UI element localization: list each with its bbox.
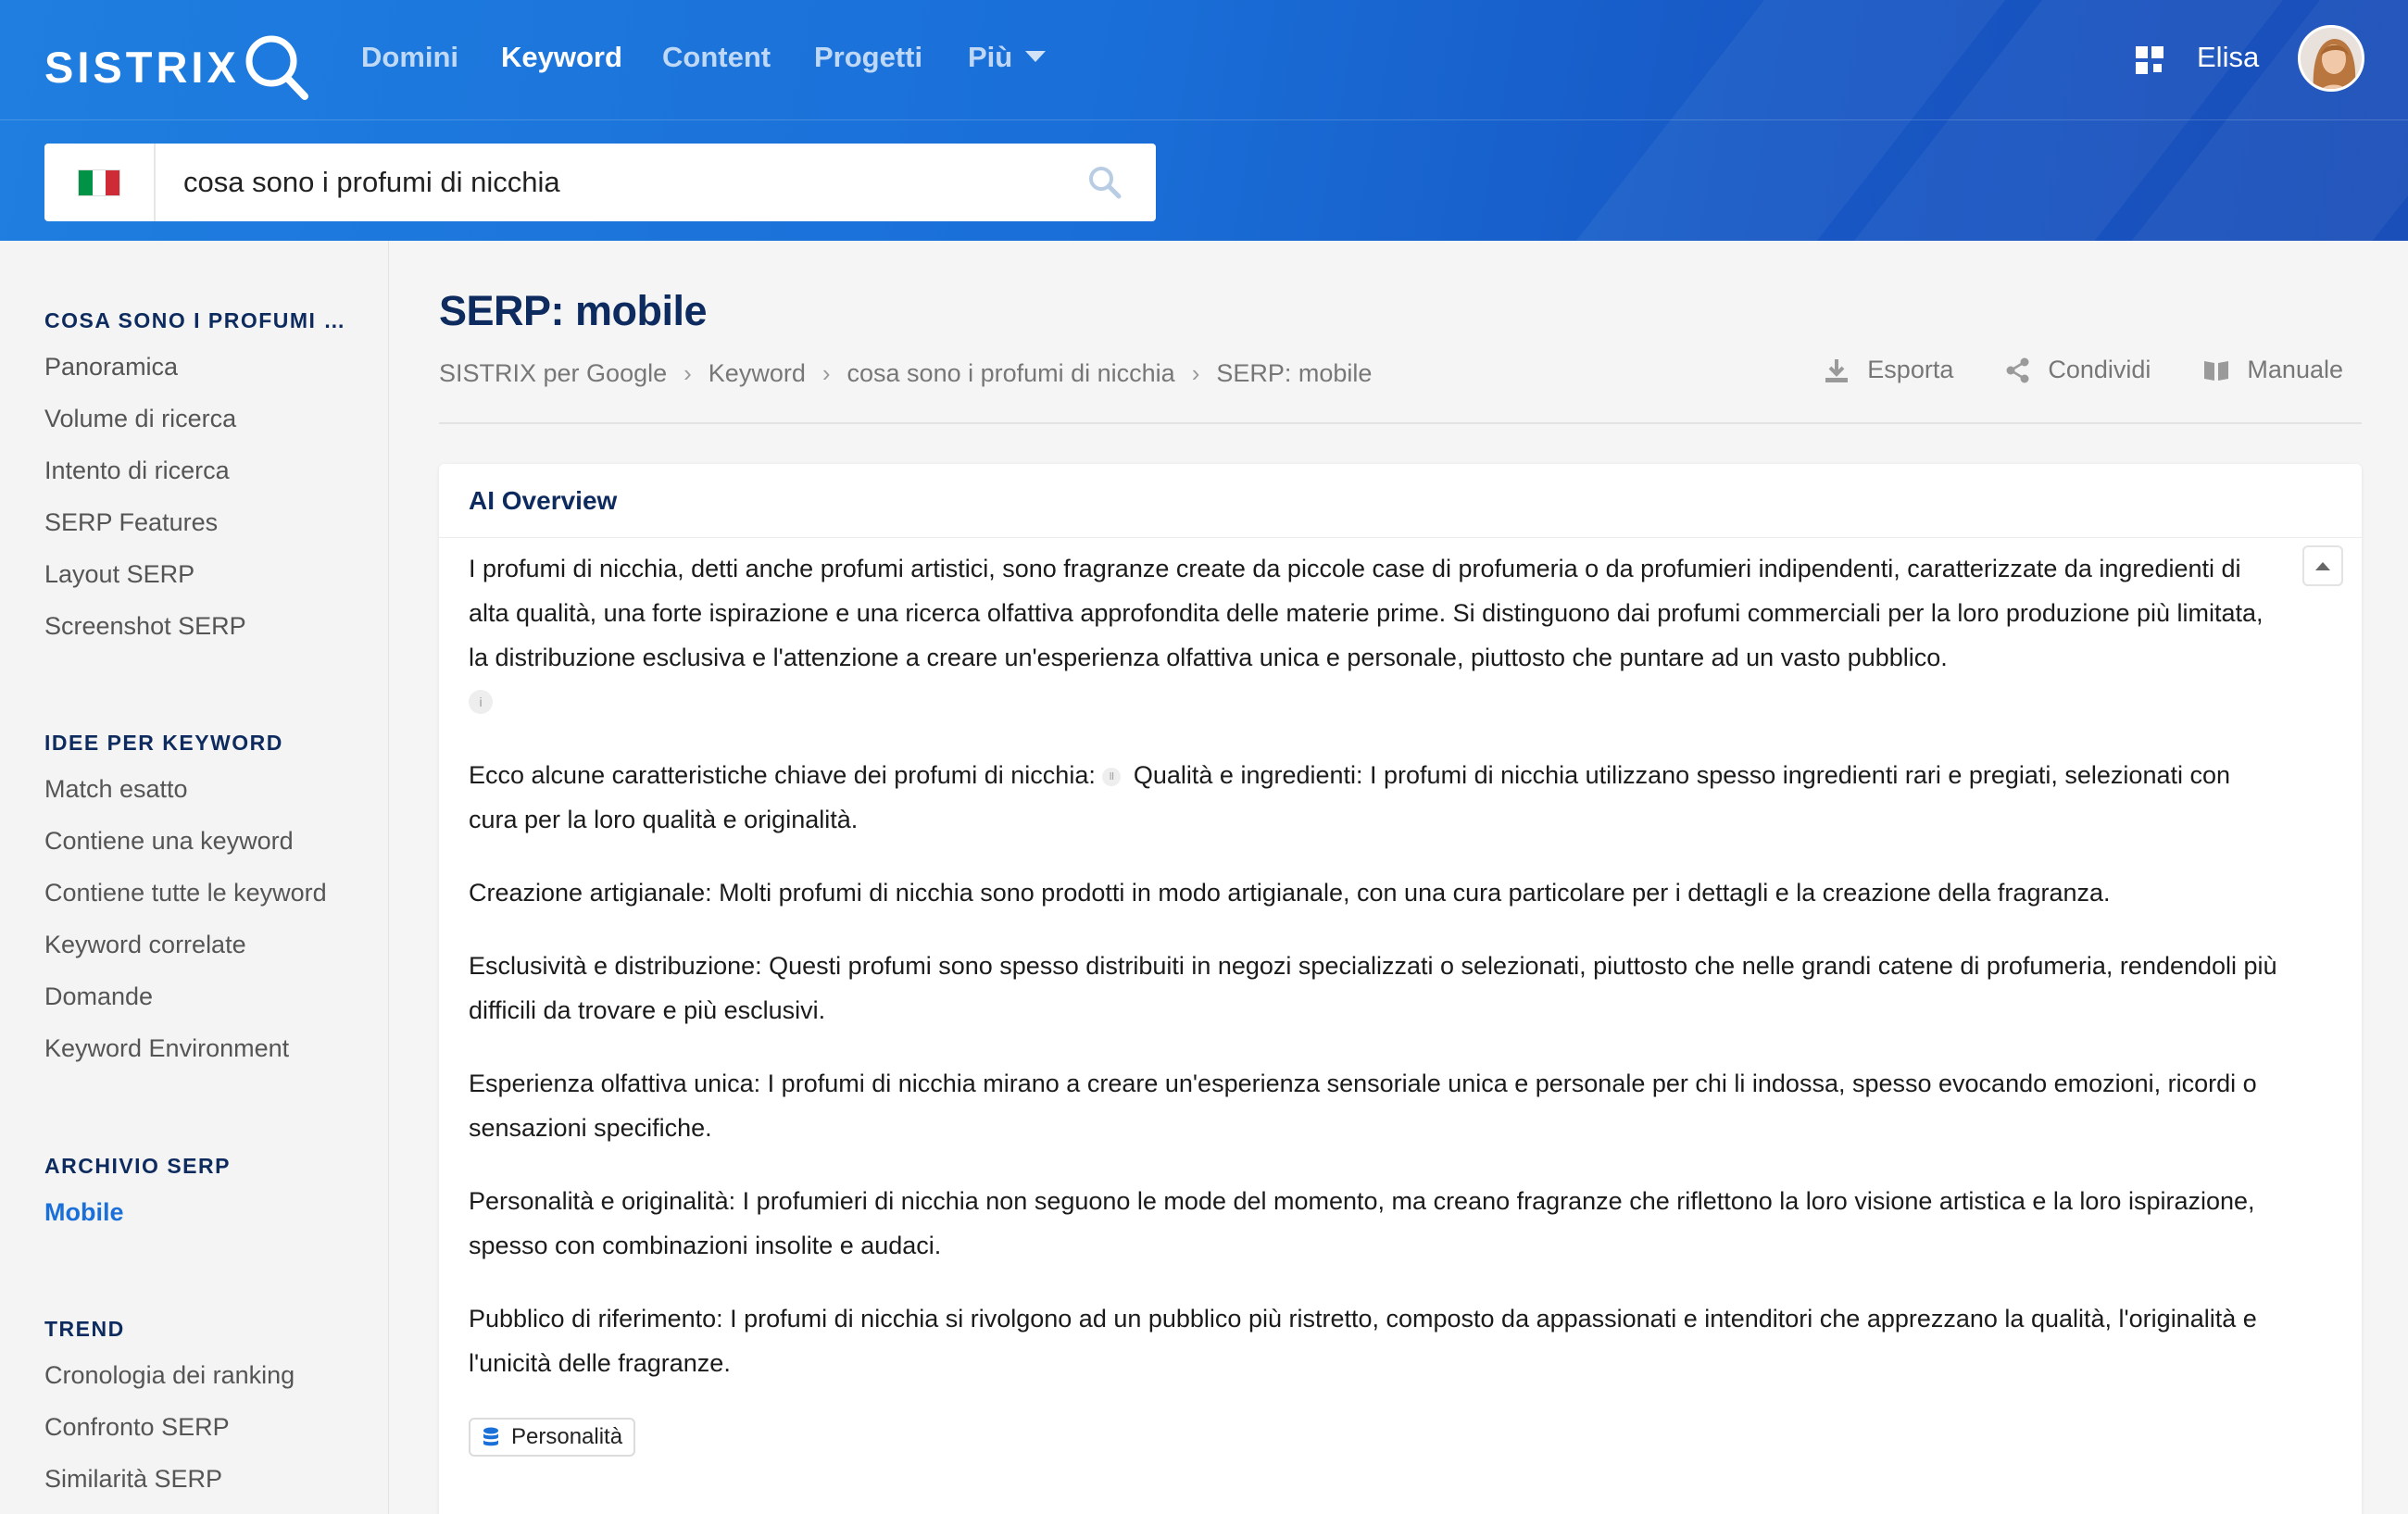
ai-overview-point: Esclusività e distribuzione: Questi profumi sono spesso distribuiti in negozi specializzati o selezionati, piuttosto che nelle grandi catene di profumeria, rendendoli più difficili da trovare e più esclusivi. — [469, 952, 2277, 1024]
avatar[interactable] — [2298, 25, 2364, 92]
sidebar-section-title: ARCHIVIO SERP — [44, 1154, 231, 1178]
breadcrumb-item[interactable]: SISTRIX per Google — [439, 359, 668, 387]
nav-content[interactable]: Content — [662, 41, 771, 73]
export-label: Esporta — [1867, 356, 1954, 383]
chevron-up-icon — [2315, 562, 2330, 570]
keyword-search-bar — [44, 144, 1156, 221]
breadcrumb-item[interactable]: Keyword — [708, 359, 806, 387]
sidebar-item-serp-features[interactable]: SERP Features — [44, 508, 219, 536]
sidebar-item-contiene-tutte[interactable]: Contiene tutte le keyword — [44, 879, 327, 907]
sidebar-item-similarita-serp[interactable]: Similarità SERP — [44, 1465, 223, 1493]
manual-label: Manuale — [2247, 356, 2343, 383]
chevron-right-icon: › — [684, 359, 692, 387]
sidebar-section-archivio — [44, 1154, 231, 1238]
page-actions — [1823, 356, 2343, 384]
book-icon — [2202, 358, 2230, 382]
ai-overview-point: Personalità e originalità: I profumieri di nicchia non seguono le mode del momento, ma creano fragranze che riflettono la loro visione artistica e la loro ispirazione, spesso con combinazioni insolite e audaci. — [469, 1187, 2255, 1259]
sidebar-item-panoramica[interactable]: Panoramica — [44, 353, 179, 381]
source-tag[interactable] — [469, 1418, 635, 1457]
collapse-button[interactable] — [2302, 545, 2343, 586]
page-title: SERP: mobile — [439, 287, 708, 334]
sidebar-item-cronologia-ranking[interactable]: Cronologia dei ranking — [44, 1361, 295, 1389]
sidebar-item-keyword-environment[interactable]: Keyword Environment — [44, 1034, 290, 1062]
main-nav — [0, 0, 2408, 120]
share-icon — [2005, 357, 2031, 383]
avatar-image — [2301, 28, 2364, 92]
nav-domini[interactable]: Domini — [361, 41, 459, 73]
sidebar-section-idee — [44, 731, 327, 1074]
top-header — [0, 0, 2408, 241]
sidebar-section-title: IDEE PER KEYWORD — [44, 731, 283, 755]
breadcrumb — [439, 359, 1372, 388]
search-button[interactable] — [1054, 144, 1156, 221]
manual-button[interactable] — [2202, 356, 2343, 384]
sidebar-item-domande[interactable]: Domande — [44, 982, 154, 1010]
sidebar-item-mobile[interactable]: Mobile — [44, 1198, 124, 1226]
sidebar-item-volume-di-ricerca[interactable]: Volume di ricerca — [44, 405, 237, 432]
sidebar-item-intento-di-ricerca[interactable]: Intento di ricerca — [44, 457, 230, 484]
chevron-down-icon — [1025, 51, 1046, 62]
sidebar-section-keyword — [44, 308, 346, 652]
ai-overview-body — [469, 546, 2284, 1414]
sistrix-logo[interactable] — [44, 31, 310, 102]
sidebar-item-keyword-correlate[interactable]: Keyword correlate — [44, 931, 246, 958]
ai-overview-point: Creazione artigianale: Molti profumi di nicchia sono prodotti in modo artigianale, con una cura particolare per i dettagli e la creazione della fragranza. — [469, 879, 2111, 907]
sidebar-item-layout-serp[interactable]: Layout SERP — [44, 560, 195, 588]
share-label: Condividi — [2048, 356, 2151, 383]
main-content — [389, 241, 2408, 1514]
sidebar-section-title: COSA SONO I PROFUMI … — [44, 308, 346, 332]
country-selector[interactable] — [44, 144, 156, 221]
ai-overview-lead-in: Ecco alcune caratteristiche chiave dei profumi di nicchia: — [469, 761, 1096, 789]
sidebar-item-contiene-una-keyword[interactable]: Contiene una keyword — [44, 827, 294, 855]
ai-overview-title: AI Overview — [439, 464, 2362, 538]
sidebar-item-match-esatto[interactable]: Match esatto — [44, 775, 188, 803]
search-icon — [1086, 164, 1123, 201]
sidebar — [0, 241, 389, 1514]
apps-grid-icon[interactable] — [2136, 46, 2165, 76]
it-flag-icon — [78, 169, 120, 196]
ai-overview-card — [439, 464, 2362, 1514]
user-name[interactable]: Elisa — [2197, 41, 2260, 73]
breadcrumb-item-current: SERP: mobile — [1216, 359, 1373, 387]
ai-overview-point: Pubblico di riferimento: I profumi di nicchia si rivolgono ad un pubblico più ristretto, composto da appassionati e intenditori che apprezzano la qualità, l'originalità e l'unicità delle fragranze. — [469, 1305, 2257, 1377]
ai-overview-paragraph — [469, 753, 2284, 842]
source-tag-label: Personalità — [511, 1424, 623, 1449]
ai-overview-first-point: Qualità e ingredienti: I profumi di nicchia utilizzano spesso ingredienti rari e pregiati, selezionati con cura per la loro qualità e originalità. — [469, 761, 2231, 833]
source-link-row — [469, 680, 2284, 724]
ai-overview-intro: I profumi di nicchia, detti anche profumi artistici, sono fragranze create da piccole case di profumeria o da profumieri indipendenti, caratterizzate da ingredienti di alta qualità, una forte ispirazione e una ricerca olfattiva approfondita delle materie prime. Si distinguono dai profumi commerciali per la loro produzione più limitata, la distribuzione esclusiva e l'attenzione a creare un'esperienza olfattiva unica e personale, piuttosto che puntare ad un vasto pubblico. — [469, 555, 2264, 671]
chevron-right-icon: › — [821, 359, 831, 387]
chevron-right-icon: › — [1191, 359, 1200, 387]
source-link-icon[interactable]: ll — [1102, 768, 1121, 786]
sidebar-item-screenshot-serp[interactable]: Screenshot SERP — [44, 612, 246, 640]
sidebar-section-title: TREND — [44, 1317, 125, 1341]
nav-piu[interactable] — [968, 41, 1046, 74]
export-button[interactable] — [1823, 356, 1953, 384]
nav-piu-label: Più — [968, 41, 1013, 73]
sidebar-item-confronto-serp[interactable]: Confronto SERP — [44, 1413, 230, 1441]
nav-progetti[interactable]: Progetti — [814, 41, 923, 73]
database-icon — [482, 1427, 500, 1447]
nav-keyword[interactable]: Keyword — [501, 41, 622, 73]
share-button[interactable] — [2005, 356, 2151, 384]
ai-overview-point: Esperienza olfattiva unica: I profumi di nicchia mirano a creare un'esperienza sensoriale unica e personale per chi li indossa, spesso evocando emozioni, ricordi o sensazioni specifiche. — [469, 1070, 2257, 1142]
magnifier-logo-icon — [244, 31, 310, 102]
download-icon — [1823, 357, 1850, 384]
source-link-icon[interactable]: i — [469, 690, 493, 714]
sidebar-section-trend — [44, 1317, 295, 1505]
breadcrumb-item[interactable]: cosa sono i profumi di nicchia — [847, 359, 1175, 387]
logo-text: SISTRIX — [44, 42, 240, 92]
header-divider — [439, 422, 2362, 424]
search-input[interactable] — [156, 144, 1054, 221]
